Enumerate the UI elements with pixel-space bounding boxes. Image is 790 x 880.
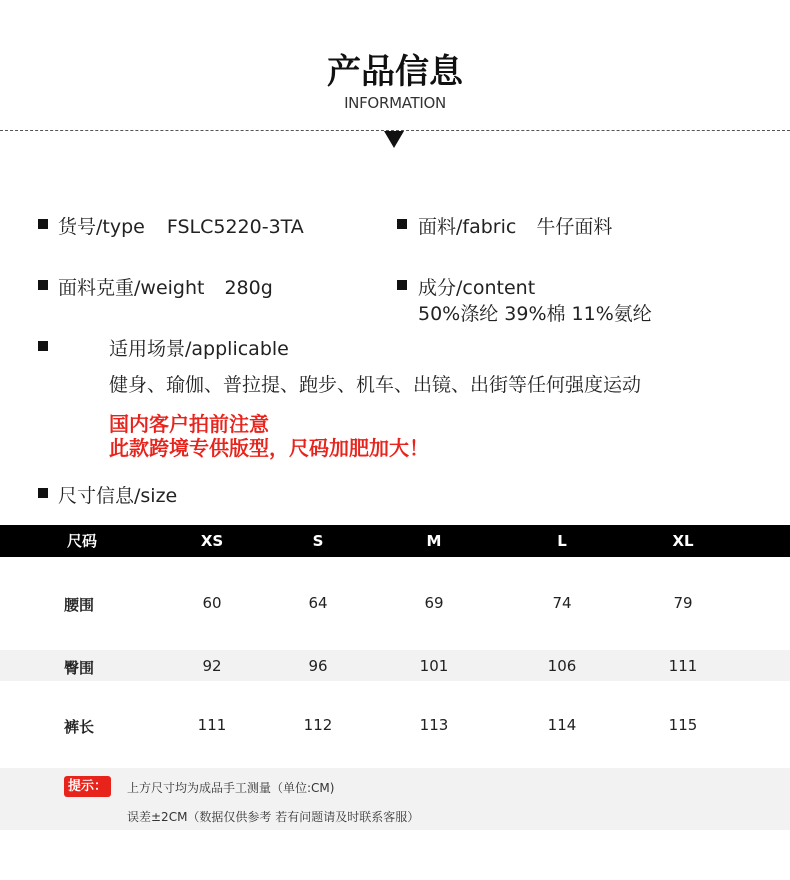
table-cell: 79	[673, 594, 693, 612]
page-subtitle: INFORMATION	[344, 94, 446, 112]
spec-weight-value: 280g	[224, 277, 273, 299]
table-cell: 111	[668, 657, 698, 675]
spec-fabric	[418, 212, 612, 239]
table-cell: 101	[419, 657, 449, 675]
down-triangle-icon	[384, 131, 404, 148]
warning-line-1: 国内客户拍前注意	[109, 412, 269, 436]
bullet-square-icon	[397, 280, 407, 290]
table-cell: 69	[424, 594, 444, 612]
note-line-2: 误差±2CM（数据仅供参考 若有问题请及时联系客服）	[127, 810, 420, 824]
page-title: 产品信息	[327, 52, 463, 92]
table-cell: 92	[202, 657, 222, 675]
spec-applicable-value: 健身、瑜伽、普拉提、跑步、机车、出镜、出街等任何强度运动	[109, 374, 642, 396]
warning-line-2: 此款跨境专供版型，尺码加肥加大！	[109, 436, 429, 460]
table-row-label: 裤长	[64, 718, 95, 736]
bullet-square-icon	[38, 280, 48, 290]
bullet-square-icon	[38, 219, 48, 229]
spec-content-label: 成分/content	[418, 277, 536, 299]
spec-weight	[58, 273, 273, 300]
table-header-cell: S	[312, 532, 324, 550]
table-cell: 74	[552, 594, 572, 612]
table-row-label: 臀围	[64, 659, 95, 677]
table-header-cell: L	[557, 532, 567, 550]
table-header-cell: M	[426, 532, 442, 550]
note-line-1: 上方尺寸均为成品手工测量（单位:CM)	[127, 781, 335, 795]
table-cell: 115	[668, 716, 698, 734]
spec-weight-label: 面料克重/weight	[58, 277, 205, 299]
table-cell: 60	[202, 594, 222, 612]
table-cell: 96	[308, 657, 328, 675]
spec-content-value: 50%涤纶 39%棉 11%氨纶	[418, 303, 652, 325]
spec-fabric-value: 牛仔面料	[536, 216, 613, 238]
table-cell: 106	[547, 657, 577, 675]
spec-type-value: FSLC5220-3TA	[166, 216, 304, 238]
size-section-label: 尺寸信息/size	[58, 485, 178, 507]
spec-type	[58, 212, 304, 239]
spec-fabric-label: 面料/fabric	[418, 216, 517, 238]
bullet-square-icon	[38, 341, 48, 351]
table-cell: 114	[547, 716, 577, 734]
table-cell: 112	[303, 716, 333, 734]
table-header-cell: 尺码	[66, 532, 97, 550]
tip-badge: 提示：	[64, 776, 111, 797]
spec-applicable-label: 适用场景/applicable	[109, 338, 289, 360]
table-cell: 111	[197, 716, 227, 734]
table-row-label: 腰围	[64, 596, 95, 614]
spec-type-label: 货号/type	[58, 216, 145, 238]
table-cell: 64	[308, 594, 328, 612]
table-header-cell: XS	[200, 532, 224, 550]
bullet-square-icon	[397, 219, 407, 229]
table-header-cell: XL	[672, 532, 694, 550]
table-cell: 113	[419, 716, 449, 734]
bullet-square-icon	[38, 488, 48, 498]
